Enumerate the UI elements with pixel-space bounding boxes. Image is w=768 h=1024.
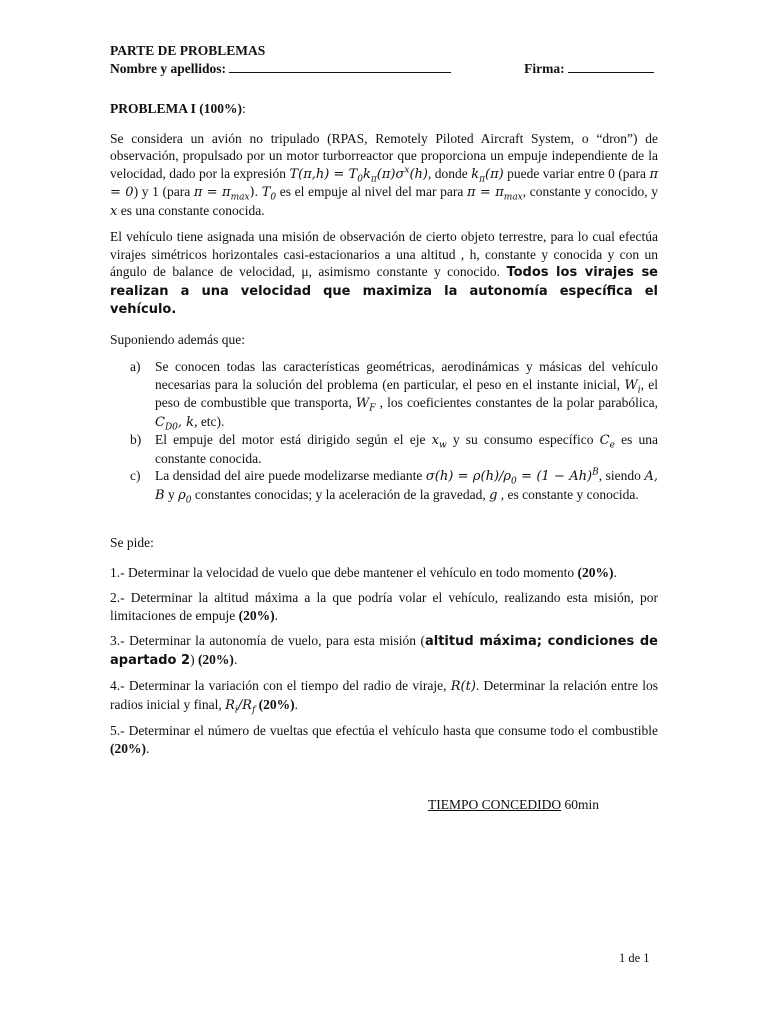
wi-symbol: $W_i$ xyxy=(624,377,641,396)
exam-page xyxy=(110,42,659,812)
key-assumption: Todos los virajes se realizan a una velocidad que maximiza la autonomía específica el vehículo. xyxy=(110,265,658,317)
pi-max: $\pi = \pi_{max}$ xyxy=(193,185,250,203)
t0-symbol: $T_0$ xyxy=(261,185,277,203)
page-number: 1 de 1 xyxy=(619,951,650,965)
assumption-b: b) El empuje del motor está dirigido según el eje $x_w$ y su consumo específico $C_e$ es una constante conocida. xyxy=(130,432,658,466)
name-blank xyxy=(229,60,451,73)
x-symbol: x xyxy=(110,203,118,219)
pi-zero: π = 0 xyxy=(110,166,658,200)
intro-paragraph-2: El vehículo tiene asignada una misión de observación de cierto objeto terrestre, para lo cual efectúa virajes simétricos horizontales casi-estacionarios a una altitud , h, constante y conocida y con un ángulo de balance de velocidad, μ, asimismo constante y conocido. Todos los virajes se realizan a una velocidad que maximiza la autonomía específica el vehículo. xyxy=(110,229,658,317)
task-2: 2.- Determinar la altitud máxima a la que podría volar el vehículo, realizando esta misión, por limitaciones de empuje (20%). xyxy=(110,590,658,623)
r-t-symbol: R(t) xyxy=(450,679,476,694)
problem-weight: (100%) xyxy=(199,101,243,116)
tasks-intro: Se pide: xyxy=(110,535,154,550)
wf-symbol: $W_F$ xyxy=(355,396,376,414)
g-symbol: g xyxy=(489,487,498,503)
rho0-symbol: $\rho_0$ xyxy=(178,487,192,506)
assumption-c: c) La densidad del aire puede modelizarse mediante $\sigma(h) = \rho(h)/\rho_0 = (1 - Ah)^B$, siendo A, B y $\rho_0$ constantes conocidas; y la aceleración de la gravedad, g , es constante y conocida. xyxy=(130,467,659,506)
k-pi-symbol: $k_\pi(\pi)$ xyxy=(471,166,504,185)
assumption-a: a) Se conocen todas las características geométricas, aerodinámicas y másicas del vehículo necesarias para la solución del problema (en particular, el peso en el instante inicial, $W_i$, el peso de combustible que transporta, $W_F$ , los coeficientes constantes de la polar parabólica, $C_{D0}$, k, etc). xyxy=(130,359,659,433)
task-5: 5.- Determinar el número de vueltas que efectúa el vehículo hasta que consume todo el combustible (20%). xyxy=(110,723,658,756)
assumptions-list xyxy=(130,358,658,504)
problem-colon: : xyxy=(242,101,246,116)
task-3: 3.- Determinar la autonomía de vuelo, para esta misión (altitud máxima; condiciones de apartado 2) (20%). xyxy=(110,633,658,668)
time-allowed: TIEMPO CONCEDIDO 60min xyxy=(428,797,600,812)
task-1: 1.- Determinar la velocidad de vuelo que debe mantener el vehículo en todo momento (20%). xyxy=(110,564,617,580)
intro-paragraph-1: Se considera un avión no tripulado (RPAS, Remotely Piloted Aircraft System, o “dron”) de observación, propulsado por un motor turborreactor que proporciona un empuje independiente de la velocidad, dado por la expresión $T(\pi,h) = T_0k_\pi(\pi)\sigma^x(h)$, donde $k_\pi(\pi)$ puede variar entre 0 (para π = 0) y 1 (para $\pi = \pi_{max}$). $T_0$ es el empuje al nivel del mar para $\pi = \pi_{max}$, constante y conocido, y x es una constante conocida. xyxy=(110,130,659,219)
problem-title-text: PROBLEMA I xyxy=(110,101,196,116)
xw-symbol: $x_w$ xyxy=(431,433,447,451)
section-title: PARTE DE PROBLEMAS xyxy=(110,43,266,58)
signature-blank xyxy=(568,60,654,73)
pi-max-2: $\pi = \pi_{max}$ xyxy=(467,185,523,203)
name-label: Nombre y apellidos: xyxy=(110,60,227,76)
intro-paragraph-3: Suponiendo además que: xyxy=(110,331,245,347)
thrust-formula: $T(\pi,h) = T_0k_\pi(\pi)\sigma^x(h)$ xyxy=(289,165,428,185)
problem-title xyxy=(110,100,658,118)
density-formula: $\sigma(h) = \rho(h)/\rho_0 = (1 - Ah)^B$ xyxy=(425,467,599,487)
student-info-row xyxy=(110,60,658,78)
name-field xyxy=(110,60,451,78)
radius-ratio: $R_i/R_f$ xyxy=(225,697,256,716)
ab-symbols: A, B xyxy=(155,469,659,503)
signature-label: Firma: xyxy=(524,60,565,76)
signature-field xyxy=(524,60,654,78)
ce-symbol: $C_e$ xyxy=(599,433,615,451)
polar-symbols: $C_{D0}$, k xyxy=(155,414,195,433)
task-4: 4.- Determinar la variación con el tiempo del radio de viraje, R(t). Determinar la relación entre los radios inicial y final, $R_i/R_f$ (20%). xyxy=(110,678,658,716)
